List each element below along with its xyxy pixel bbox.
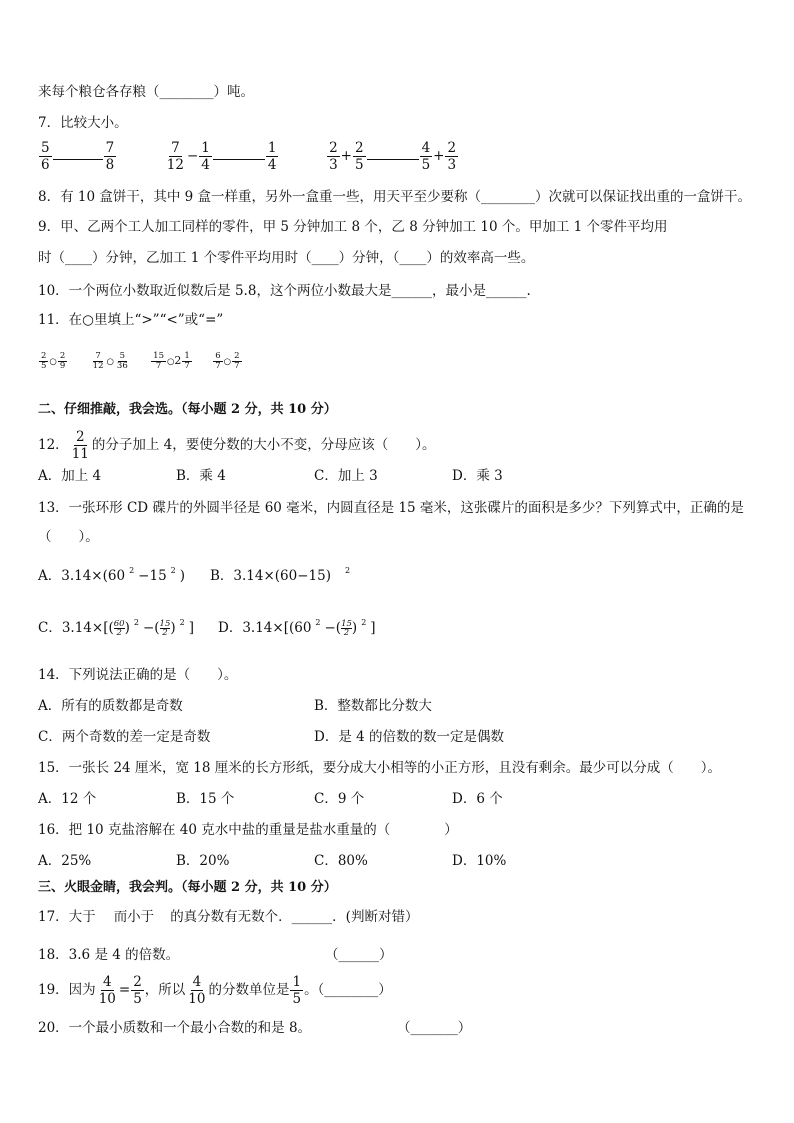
- q9-line1: 9．甲、乙两个工人加工同样的零件，甲 5 分钟加工 8 个，乙 8 分钟加工 10 个。甲加工 1 个零件平均用: [38, 219, 668, 235]
- fraction: $\frac{7}{8}$: [105, 140, 115, 173]
- fraction: $\frac{60}{2}$: [113, 619, 125, 638]
- fraction: $\frac{2}{9}$: [59, 351, 66, 371]
- answer-blank[interactable]: [53, 159, 103, 160]
- minus-sign: −: [186, 148, 199, 164]
- answer-blank[interactable]: [367, 159, 419, 160]
- fraction: $\frac{1}{4}$: [201, 140, 210, 173]
- q6-tail: 来每个粮仓各存粮（________）吨。: [38, 84, 254, 100]
- q14-stem: 14．下列说法正确的是（ ）。: [38, 667, 238, 683]
- section-3-heading: 三、火眼金睛，我会判。（每小题 2 分，共 10 分）: [38, 880, 337, 895]
- q7-label: 7．比较大小。: [38, 115, 128, 131]
- fraction: $\frac{2}{3}$: [329, 140, 338, 173]
- circle-blank[interactable]: ○: [166, 357, 175, 367]
- fraction: $\frac{7}{12}$: [166, 140, 184, 173]
- fraction: $\frac{7}{12}$: [92, 351, 104, 371]
- q12-option-b[interactable]: B．乘 4: [176, 468, 226, 484]
- fraction: $\frac{2}{5}$: [354, 140, 364, 173]
- q15-option-a[interactable]: A．12 个: [38, 791, 97, 807]
- fraction: $\frac{2}{3}$: [447, 140, 457, 173]
- fraction: $\frac{15}{2}$: [159, 619, 171, 638]
- q12-stem: 12． $\frac{2}{11}$ 的分子加上 4，要使分数的大小不变，分母应该（ ）。: [38, 429, 436, 462]
- q16-option-b[interactable]: B．20%: [176, 853, 230, 869]
- answer-blank[interactable]: [213, 159, 265, 160]
- q17: 17．大于 而小于 的真分数有无数个．______．(判断对错）: [38, 909, 419, 925]
- fraction: $\frac{15}{2}$: [341, 619, 352, 638]
- fraction: $\frac{6}{7}$: [215, 351, 221, 371]
- q16-option-a[interactable]: A．25%: [38, 853, 92, 869]
- q15-stem: 15．一张长 24 厘米，宽 18 厘米的长方形纸，要分成大小相等的小正方形，且没有剩余。最少可以分成（ ）。: [38, 760, 721, 776]
- fraction: $\frac{2}{11}$: [71, 429, 89, 462]
- q12-option-c[interactable]: C．加上 3: [314, 468, 378, 484]
- plus-sign: +: [340, 148, 352, 164]
- q20-stem: 20．一个最小质数和一个最小合数的和是 8。: [38, 1020, 312, 1036]
- q14-option-d[interactable]: D．是 4 的倍数的数一定是偶数: [314, 729, 504, 745]
- fraction: $\frac{2}{5}$: [41, 351, 47, 371]
- q13-option-d[interactable]: D．3.14×[(60 $^2$ −( $\frac{15}{2}$ ) $^2$ ]: [218, 618, 376, 638]
- fraction: $\frac{4}{5}$: [421, 140, 431, 173]
- q13-line2: （ ）。: [38, 529, 99, 545]
- fraction: $\frac{1}{7}$: [184, 351, 190, 371]
- whole-number: 2: [174, 354, 182, 367]
- plus-sign: +: [433, 148, 445, 164]
- fraction: $\frac{5}{36}$: [116, 351, 128, 371]
- q14-option-a[interactable]: A．所有的质数都是奇数: [38, 698, 183, 714]
- q18-stem: 18．3.6 是 4 的倍数。: [38, 947, 180, 963]
- q12-option-a[interactable]: A．加上 4: [38, 468, 102, 484]
- q7-compare-row: [38, 140, 459, 173]
- q14-option-c[interactable]: C．两个奇数的差一定是奇数: [38, 729, 211, 745]
- q8: 8．有 10 盒饼干，其中 9 盒一样重，另外一盒重一些，用天平至少要称（________）次就可以保证找出重的一盒饼干。: [38, 189, 752, 205]
- fraction: $\frac{2}{5}$: [133, 974, 142, 1007]
- fraction: $\frac{5}{6}$: [41, 140, 50, 173]
- q13-option-b[interactable]: B．3.14×(60−15) $^2$: [210, 566, 351, 584]
- circle-blank[interactable]: ○: [106, 357, 114, 367]
- q19: 19．因为 $\frac{4}{10}$ = $\frac{2}{5}$ ，所以 $\frac{4}{10}$ 的分数单位是 $\frac{1}{5}$ 。（________）: [38, 974, 392, 1007]
- q15-option-c[interactable]: C．9 个: [314, 791, 365, 807]
- q13-line1: 13．一张环形 CD 碟片的外圆半径是 60 毫米，内圆直径是 15 毫米，这张碟片的面积是多少？下列算式中，正确的是: [38, 500, 744, 516]
- q12-option-d[interactable]: D．乘 3: [452, 468, 503, 484]
- fraction: $\frac{4}{10}$: [98, 974, 116, 1007]
- fraction: $\frac{15}{7}$: [153, 351, 164, 371]
- q11-compare-row: [38, 352, 243, 371]
- section-2-heading: 二、仔细推敲，我会选。（每小题 2 分，共 10 分）: [38, 402, 337, 417]
- q16-stem: 16．把 10 克盐溶解在 40 克水中盐的重量是盐水重量的（ ）: [38, 822, 458, 838]
- q13-option-c[interactable]: C．3.14×[( $\frac{60}{2}$ ) $^2$ −( $\frac{15}{2}$ ) $^2$ ]: [38, 618, 195, 638]
- fraction: $\frac{1}{5}$: [292, 974, 302, 1007]
- q16-option-d[interactable]: D．10%: [452, 853, 507, 869]
- q11-label: 11．在○里填上“>”“<”或“=”: [38, 312, 224, 328]
- fraction: $\frac{2}{7}$: [234, 351, 240, 371]
- q14-option-b[interactable]: B．整数都比分数大: [314, 698, 432, 714]
- q9-line2: 时（____）分钟，乙加工 1 个零件平均用时（____）分钟，（____）的效率高一些。: [38, 250, 535, 266]
- q16-option-c[interactable]: C．80%: [314, 853, 368, 869]
- fraction: $\frac{4}{10}$: [188, 974, 206, 1007]
- fraction: $\frac{1}{4}$: [267, 140, 277, 173]
- q15-option-d[interactable]: D．6 个: [452, 791, 503, 807]
- q15-option-b[interactable]: B．15 个: [176, 791, 235, 807]
- circle-blank[interactable]: ○: [49, 357, 57, 367]
- q10: 10．一个两位小数取近似数后是 5.8，这个两位小数最大是______，最小是______.: [38, 283, 531, 299]
- answer-blank[interactable]: 。（________）: [304, 982, 392, 998]
- q13-option-a[interactable]: A．3.14×(60 $^2$ −15 $^2$ ): [38, 566, 186, 584]
- q18-answer-blank[interactable]: （______）: [325, 947, 393, 963]
- q20-answer-blank[interactable]: （_______）: [397, 1020, 472, 1036]
- circle-blank[interactable]: ○: [223, 357, 232, 367]
